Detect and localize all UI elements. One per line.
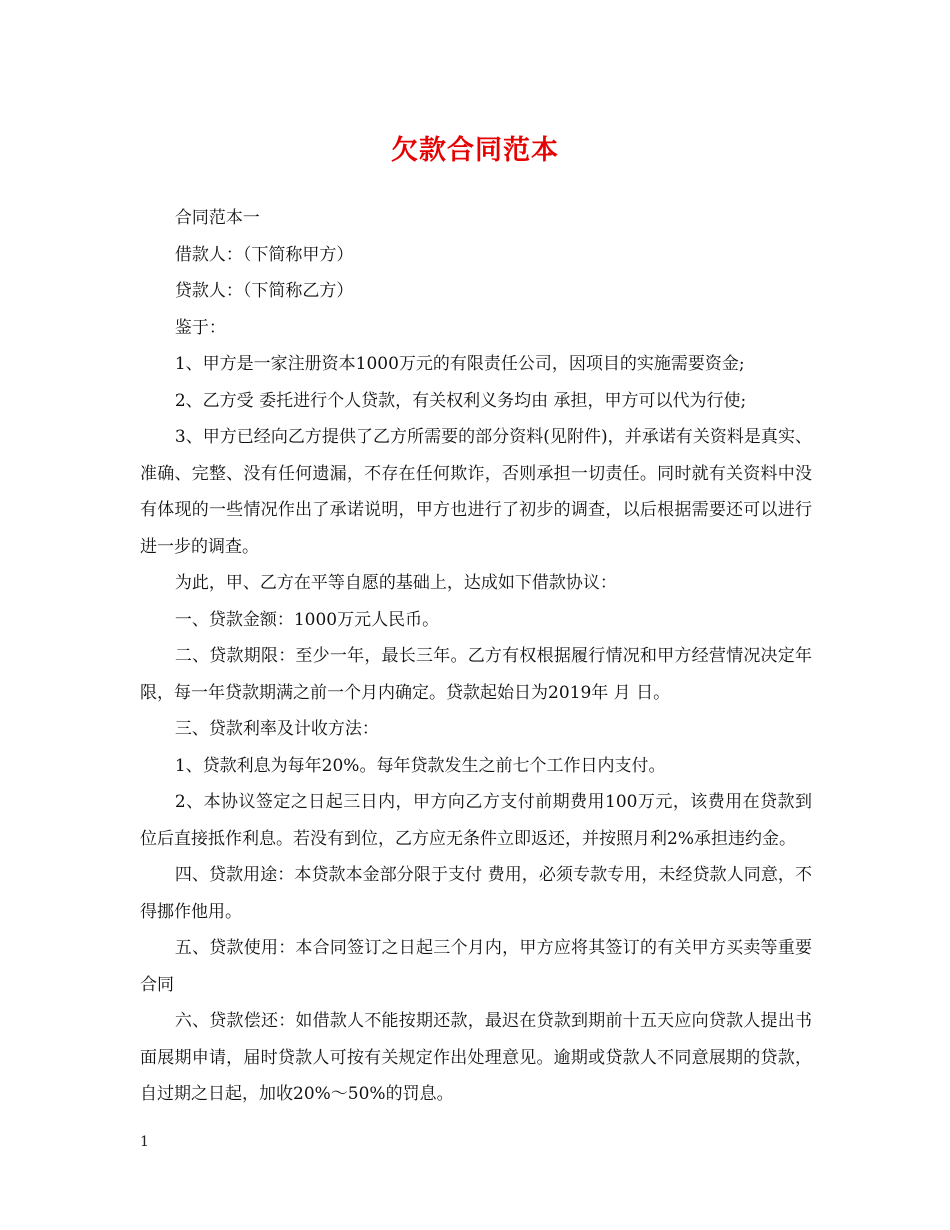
document-title: 欠款合同范本 [391,135,559,166]
paragraph: 为此，甲、乙方在平等自愿的基础上，达成如下借款协议： [174,573,617,593]
paragraph: 六、贷款偿还：如借款人不能按期还款，最迟在贷款到期前十五天应向贷款人提出书面展期申请，届时贷款人可按有关规定作出处理意见。逾期或贷款人不同意展期的贷款，自过期之日起，加收20%～50%的罚息。 [140,1011,812,1104]
paragraph: 一、贷款金额：1000万元人民币。 [174,609,440,630]
paragraph: 2、乙方受 委托进行个人贷款，有关权利义务均由 承担，甲方可以代为行使; [174,390,747,411]
paragraph: 借款人：（下简称甲方） [174,244,354,265]
paragraph: 合同范本一 [174,208,260,228]
paragraph: 三、贷款利率及计收方法： [174,719,379,739]
document-body [140,200,812,1113]
paragraph: 贷款人：（下简称乙方） [174,281,354,301]
paragraph: 1、甲方是一家注册资本1000万元的有限责任公司，因项目的实施需要资金; [174,354,745,374]
paragraph: 四、贷款用途：本贷款本金部分限于支付 费用，必须专款专用，未经贷款人同意，不得挪作他用。 [140,865,812,922]
paragraph: 二、贷款期限：至少一年，最长三年。乙方有权根据履行情况和甲方经营情况决定年限，每一年贷款期满之前一个月内确定。贷款起始日为2019年 月 日。 [140,646,812,703]
paragraph: 鉴于： [174,317,226,338]
paragraph: 五、贷款使用：本合同签订之日起三个月内，甲方应将其签订的有关甲方买卖等重要合同 [140,938,812,995]
paragraph: 1、贷款利息为每年20%。每年贷款发生之前七个工作日内支付。 [174,755,666,776]
paragraph: 2、本协议签定之日起三日内，甲方向乙方支付前期费用100万元，该费用在贷款到位后直接抵作利息。若没有到位，乙方应无条件立即返还，并按照月利2%承担违约金。 [140,792,812,849]
paragraph: 3、甲方已经向乙方提供了乙方所需要的部分资料(见附件)，并承诺有关资料是真实、准确、完整、没有任何遗漏，不存在任何欺诈，否则承担一切责任。同时就有关资料中没有体现的一些情况作出了承诺说明，甲方也进行了初步的调查，以后根据需要还可以进行进一步的调查。 [140,427,812,557]
page-number: 1 [140,1134,149,1150]
